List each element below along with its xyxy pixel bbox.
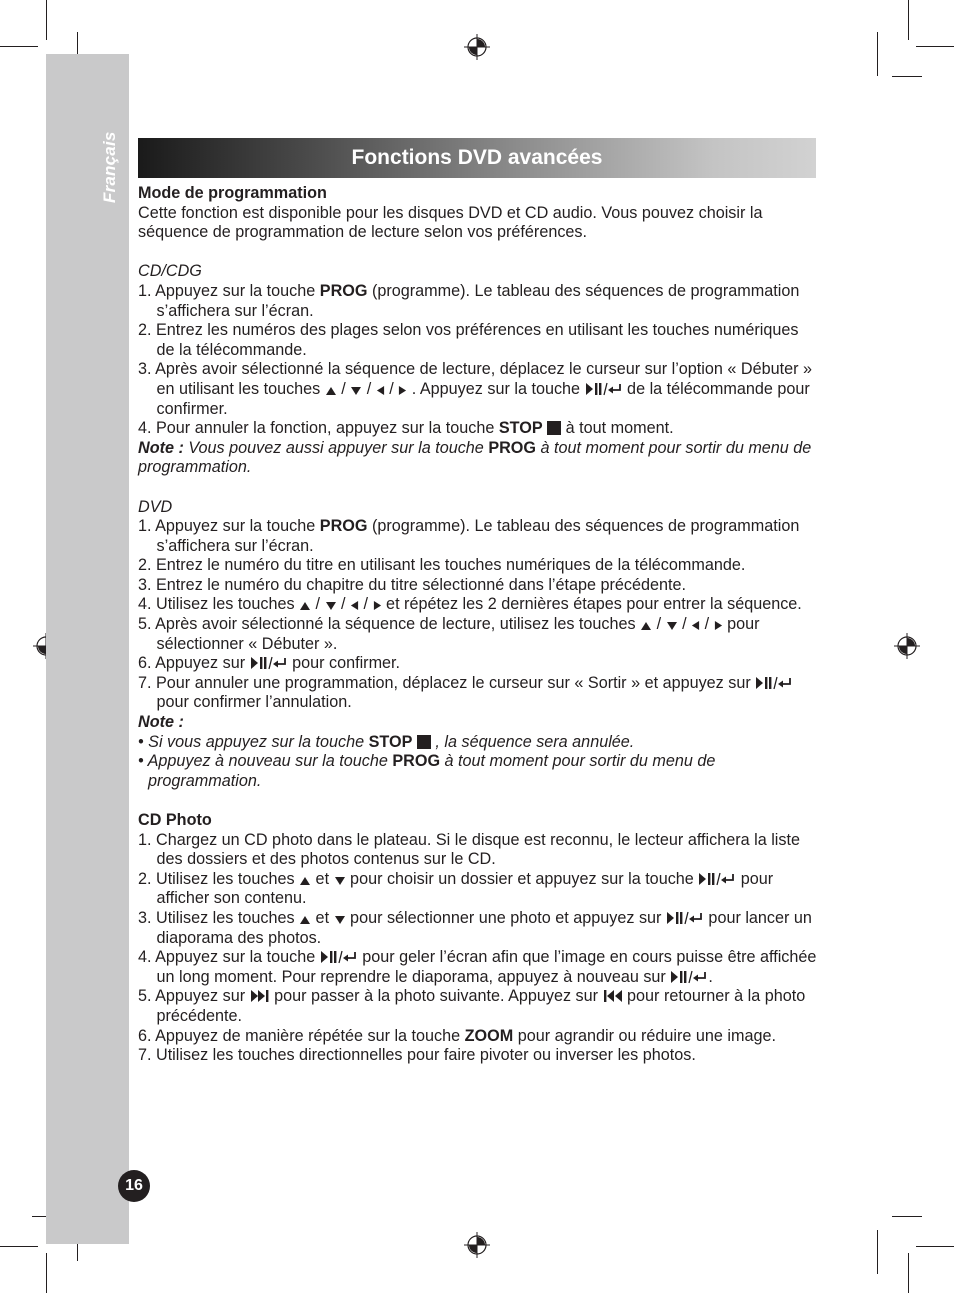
list-item: 4. Appuyez sur la touche pour geler l’écran afin que l’image en cours puisse être affichée un long moment. Pour reprendre le diaporama, appuyez à nouveau sur .	[138, 948, 817, 986]
stop-icon	[417, 735, 431, 749]
crop-mark	[908, 1253, 909, 1293]
registration-mark-icon	[464, 34, 490, 60]
arrow-up-icon	[325, 386, 337, 396]
list-item: 5. Après avoir sélectionné la séquence de lecture, utilisez les touches / / / pour sélectionner « Débuter ».	[138, 615, 760, 653]
list-item: 3. Entrez le numéro du chapitre du titre sélectionné dans l’étape précédente.	[138, 575, 687, 594]
subsection-heading-cd: CD/CDG	[138, 262, 202, 281]
play-pause-enter-icon	[755, 676, 793, 690]
play-pause-enter-icon	[666, 911, 704, 925]
crop-mark	[892, 1216, 922, 1217]
arrow-left-icon	[350, 600, 359, 611]
play-pause-enter-icon	[670, 970, 708, 984]
list-item: 4. Pour annuler la fonction, appuyez sur la touche STOP à tout moment.	[138, 419, 674, 438]
play-pause-enter-icon	[250, 656, 288, 670]
previous-track-icon	[603, 989, 623, 1003]
note-label: Note :	[138, 713, 184, 732]
arrow-down-icon	[334, 876, 346, 886]
list-item: 2. Entrez les numéros des plages selon vos préférences en utilisant les touches numériques de la télécommande.	[138, 321, 799, 359]
arrow-up-icon	[640, 621, 652, 631]
crop-mark	[877, 32, 878, 76]
section-heading: Mode de programmation	[138, 184, 327, 202]
subsection-heading-photo: CD Photo	[138, 811, 212, 829]
registration-mark-icon	[464, 1232, 490, 1258]
arrow-down-icon	[334, 915, 346, 925]
arrow-right-icon	[373, 600, 382, 611]
list-item: 2. Utilisez les touches et pour choisir un dossier et appuyez sur la touche pour afficher son contenu.	[138, 869, 774, 908]
arrow-down-icon	[666, 621, 678, 631]
crop-mark	[877, 1230, 878, 1274]
crop-mark	[908, 0, 909, 40]
list-item: 6. Appuyez sur pour confirmer.	[138, 654, 401, 673]
list-item: 6. Appuyez de manière répétée sur la touche ZOOM pour agrandir ou réduire une image.	[138, 1026, 776, 1045]
crop-mark	[46, 1253, 47, 1293]
arrow-left-icon	[691, 620, 700, 631]
list-item: 2. Entrez le numéro du titre en utilisant les touches numériques de la télécommande.	[138, 556, 746, 575]
arrow-up-icon	[299, 601, 311, 611]
arrow-right-icon	[398, 385, 407, 396]
page-title: Fonctions DVD avancées	[351, 146, 603, 169]
stop-icon	[547, 421, 561, 435]
crop-mark	[916, 1246, 954, 1247]
list-item: 4. Utilisez les touches / / / et répétez les 2 dernières étapes pour entrer la séquence.	[138, 595, 802, 614]
list-item: 1. Appuyez sur la touche PROG (programme). Le tableau des séquences de programmation s’affichera sur l’écran.	[138, 517, 800, 555]
crop-mark	[46, 0, 47, 40]
note-bullet: • Appuyez à nouveau sur la touche PROG à tout moment pour sortir du menu de programmation.	[138, 752, 716, 790]
crop-mark	[916, 46, 954, 47]
arrow-down-icon	[350, 386, 362, 396]
registration-mark-icon	[894, 633, 920, 659]
note-bullet: • Si vous appuyez sur la touche STOP , la séquence sera annulée.	[138, 732, 635, 751]
arrow-left-icon	[376, 385, 385, 396]
list-item: 3. Utilisez les touches et pour sélectionner une photo et appuyez sur pour lancer un diaporama des photos.	[138, 908, 812, 947]
play-pause-enter-icon	[320, 950, 358, 964]
arrow-up-icon	[299, 876, 311, 886]
main-content	[138, 184, 818, 1066]
crop-mark	[0, 46, 38, 47]
arrow-down-icon	[325, 601, 337, 611]
subsection-heading-dvd: DVD	[138, 497, 173, 516]
language-sidebar	[46, 54, 129, 1244]
list-item: 1. Chargez un CD photo dans le plateau. Si le disque est reconnu, le lecteur affichera la liste des dossiers et des photos contenus sur le CD.	[138, 830, 800, 869]
list-item: 3. Après avoir sélectionné la séquence de lecture, déplacez le curseur sur l’option « Débuter » en utilisant les touches / / / . Appuyez sur la touche de la télécommande pour confirmer.	[138, 360, 812, 418]
intro-text: Cette fonction est disponible pour les disques DVD et CD audio. Vous pouvez choisir la séquence de programmation de lecture selon vos préférences.	[138, 203, 763, 242]
list-item: 7. Pour annuler une programmation, déplacez le curseur sur « Sortir » et appuyez sur pour confirmer l’annulation.	[138, 674, 818, 713]
language-label: Français	[100, 131, 119, 203]
page-number: 16	[118, 1170, 150, 1202]
arrow-up-icon	[299, 915, 311, 925]
list-item: 1. Appuyez sur la touche PROG (programme). Le tableau des séquences de programmation s’affichera sur l’écran.	[138, 281, 800, 320]
list-item: 5. Appuyez sur pour passer à la photo suivante. Appuyez sur pour retourner à la photo précédente.	[138, 987, 806, 1025]
title-banner	[138, 138, 816, 178]
arrow-right-icon	[714, 620, 723, 631]
play-pause-enter-icon	[585, 382, 623, 396]
play-pause-enter-icon	[698, 872, 736, 886]
crop-mark	[0, 1246, 38, 1247]
crop-mark	[892, 76, 922, 77]
list-item: 7. Utilisez les touches directionnelles pour faire pivoter ou inverser les photos.	[138, 1046, 696, 1065]
next-track-icon	[250, 989, 270, 1003]
note: Note : Vous pouvez aussi appuyer sur la touche PROG à tout moment pour sortir du menu de programmation.	[138, 438, 812, 477]
